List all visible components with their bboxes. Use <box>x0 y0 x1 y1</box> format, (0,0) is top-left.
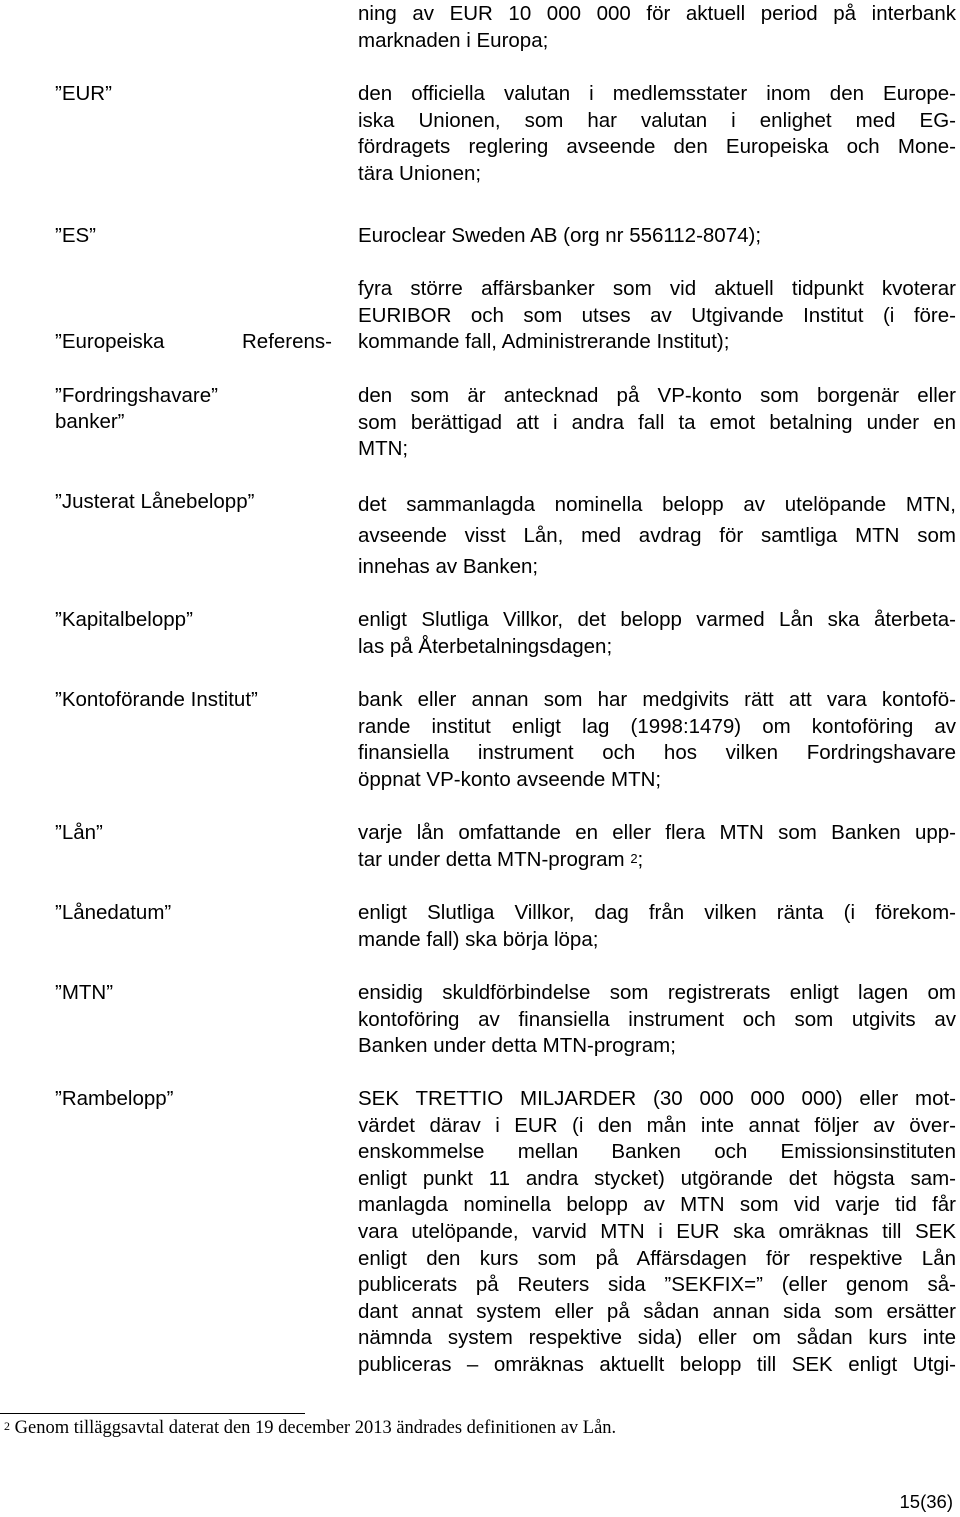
footnote-text: Genom tilläggsavtal daterat den 19 december 2013 ändrades definitionen av Lån. <box>14 1418 617 1438</box>
definition-justerat-lanebelopp <box>358 489 956 582</box>
text-line: Banken under detta MTN-program; <box>358 1034 676 1058</box>
term-rambelopp: ”Rambelopp” <box>55 1087 174 1110</box>
text-line: publiceras – omräknas aktuellt belopp till SEK enligt Utgi- <box>358 1352 956 1376</box>
footnote <box>4 1416 904 1440</box>
term-kontoforande-institut: ”Kontoförande Institut” <box>55 688 258 711</box>
definition-rambelopp <box>358 1086 956 1379</box>
text-line: mande fall) ska börja löpa; <box>358 927 599 951</box>
definition-eur <box>358 81 956 187</box>
term-lan: ”Lån” <box>55 821 103 844</box>
text-line: som berättigad att i andra fall ta emot betalning under en <box>358 410 956 434</box>
term-part: Referens- <box>241 330 332 354</box>
text-line: bank eller annan som har medgivits rätt att vara kontofö- <box>358 688 956 711</box>
text-line: vara utelöpande, varvid MTN i EUR ska omräknas till SEK <box>358 1219 956 1243</box>
text-line: tära Unionen; <box>358 161 482 185</box>
text-line: fördragets reglering avseende den Europeiska och Mone- <box>358 135 956 159</box>
footnote-mark: 2 <box>4 1419 10 1433</box>
footnote-separator <box>0 1413 305 1414</box>
text-line: fyra större affärsbanker som vid aktuell tidpunkt kvoterar <box>358 277 956 300</box>
definition-mtn <box>358 980 956 1060</box>
definition-kapitalbelopp <box>358 607 956 660</box>
text-line: ning av EUR 10 000 000 för aktuell period på interbank <box>358 2 956 25</box>
text-line: ensidig skuldförbindelse som registrerats enligt lagen om <box>358 981 956 1004</box>
text-line: EURIBOR och som utses av Utgivande Institut (i före- <box>358 303 956 327</box>
text-line: publicerats på Reuters sida ”SEKFIX=” (eller genom så- <box>358 1273 956 1297</box>
footnote-reference: 2 <box>630 850 638 866</box>
text-line: enskommelse mellan Banken och Emissionsinstituten <box>358 1140 956 1164</box>
text-line: den som är antecknad på VP-konto som borgenär eller <box>358 384 956 407</box>
definition-europeiska-referensbanker <box>358 276 956 356</box>
page-number: 15(36) <box>899 1491 953 1512</box>
text-line: kontoföring av finansiella instrument och som utgivits av <box>358 1007 956 1031</box>
term-es: ”ES” <box>55 224 96 247</box>
text-line: manlagda nominella belopp av MTN som vid varje tid får <box>358 1193 956 1217</box>
text-segment: tar under detta MTN-program <box>358 847 625 871</box>
text-line: las på Återbetalningsdagen; <box>358 634 613 658</box>
text-line: varje lån omfattande en eller flera MTN som Banken upp- <box>358 821 956 844</box>
text-line: finansiella instrument och hos vilken Fordringshavare <box>358 741 956 765</box>
text-line: enligt punkt 11 andra stycket) utgörande det högsta sam- <box>358 1166 956 1190</box>
term-europeiska-referensbanker <box>55 276 332 462</box>
text-line: värdet därav i EUR (i den mån inte annat följer av över- <box>358 1113 956 1137</box>
text-line: marknaden i Europa; <box>358 28 549 52</box>
text-line: avseende visst Lån, med avdrag för samtliga MTN som <box>358 524 956 547</box>
text-line: enligt Slutliga Villkor, dag från vilken ränta (i förekom- <box>358 901 956 924</box>
text-line: enligt den kurs som på Affärsdagen för respektive Lån <box>358 1246 956 1270</box>
text-line: rande institut enligt lag (1998:1479) om kontoföring av <box>358 714 956 738</box>
definition-kontoforande-institut <box>358 687 956 793</box>
term-fordringshavare: ”Fordringshavare” <box>55 384 218 407</box>
definition-es <box>358 223 956 250</box>
text-line: det sammanlagda nominella belopp av utelöpande MTN, <box>358 493 956 516</box>
text-line: Euroclear Sweden AB (org nr 556112-8074); <box>358 224 762 247</box>
text-line: iska Unionen, som har valutan i enlighet med EG- <box>358 108 956 132</box>
continuation-text <box>358 1 956 54</box>
text-line: nämnda system respektive sida) eller om sådan kurs inte <box>358 1326 956 1350</box>
term-lanedatum: ”Lånedatum” <box>55 901 172 924</box>
term-part: banker” <box>55 409 125 433</box>
text-segment: ; <box>637 847 644 871</box>
text-line: dant annat system eller på sådan annan sida som ersätter <box>358 1299 956 1323</box>
term-part: ”Europeiska <box>55 330 165 354</box>
term-mtn: ”MTN” <box>55 981 114 1004</box>
text-line: öppnat VP-konto avseende MTN; <box>358 767 662 791</box>
term-kapitalbelopp: ”Kapitalbelopp” <box>55 608 193 631</box>
text-line: enligt Slutliga Villkor, det belopp varmed Lån ska återbeta- <box>358 608 956 631</box>
definition-lan <box>358 820 956 873</box>
definition-fordringshavare <box>358 383 956 463</box>
text-line: SEK TRETTIO MILJARDER (30 000 000 000) eller mot- <box>358 1087 956 1110</box>
text-line: innehas av Banken; <box>358 555 539 578</box>
text-line <box>358 847 956 874</box>
definition-lanedatum <box>358 900 956 953</box>
text-line: den officiella valutan i medlemsstater inom den Europe- <box>358 82 956 105</box>
text-line: MTN; <box>358 437 409 461</box>
term-justerat-lanebelopp: ”Justerat Lånebelopp” <box>55 490 255 513</box>
text-line: kommande fall, Administrerande Institut); <box>358 330 730 354</box>
term-eur: ”EUR” <box>55 82 112 105</box>
